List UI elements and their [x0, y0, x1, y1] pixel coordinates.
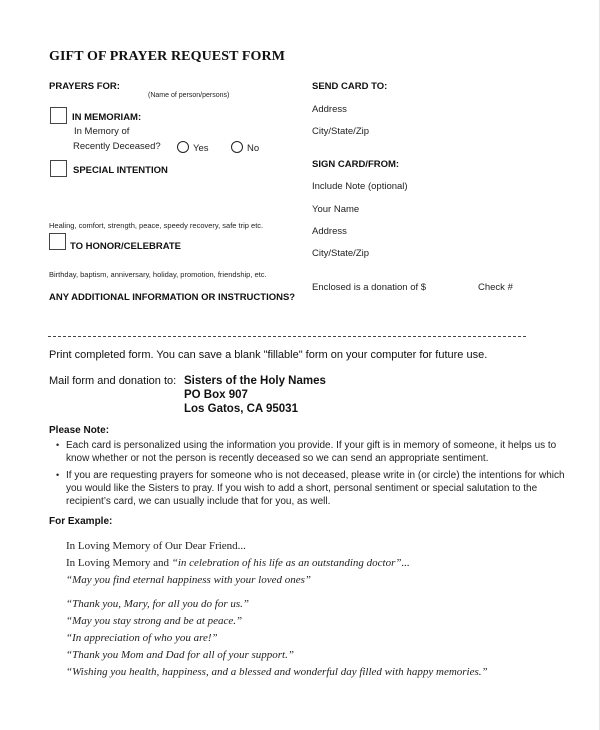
- honor-celebrate-checkbox[interactable]: [49, 233, 66, 250]
- name-hint: (Name of person/persons): [148, 92, 230, 99]
- mail-label: Mail form and donation to:: [49, 375, 177, 387]
- prayers-for-label: PRAYERS FOR:: [49, 81, 120, 92]
- example-line: In Loving Memory of Our Dear Friend...: [66, 540, 246, 552]
- special-intention-label: SPECIAL INTENTION: [73, 165, 168, 176]
- include-note-field[interactable]: Include Note (optional): [312, 181, 408, 192]
- example-quote: “In appreciation of who you are!”: [66, 632, 218, 644]
- mail-address-line: PO Box 907: [184, 389, 248, 401]
- for-example-heading: For Example:: [49, 516, 113, 527]
- example-italic-text: “in celebration of his life as an outstanding doctor”...: [171, 557, 410, 569]
- donation-amount-field[interactable]: Enclosed is a donation of $: [312, 282, 427, 293]
- yes-radio[interactable]: [177, 141, 189, 153]
- mail-address: [184, 374, 326, 416]
- mail-address-line: Los Gatos, CA 95031: [184, 403, 298, 415]
- print-instructions: Print completed form. You can save a blank "fillable" form on your computer for future use.: [49, 349, 488, 361]
- example-quote: “May you stay strong and be at peace.”: [66, 615, 243, 627]
- send-card-to-label: SEND CARD TO:: [312, 81, 388, 92]
- special-intention-checkbox[interactable]: [50, 160, 67, 177]
- recently-deceased-label: Recently Deceased?: [73, 141, 161, 152]
- example-quote: “Thank you Mom and Dad for all of your support.”: [66, 649, 294, 661]
- note-item: • Each card is personalized using the information you provide. If your gift is in memory of someone, it helps us to know whether or not the person is recently deceased so we can send an appropriate sentiment.: [50, 439, 570, 465]
- yes-radio-option[interactable]: [177, 141, 209, 154]
- no-radio[interactable]: [231, 141, 243, 153]
- example-quote: “Wishing you health, happiness, and a blessed and wonderful day filled with happy memories.”: [66, 666, 488, 678]
- in-memory-of-label: In Memory of: [74, 126, 130, 137]
- additional-info-label: ANY ADDITIONAL INFORMATION OR INSTRUCTIONS?: [49, 292, 296, 303]
- from-city-state-zip-field[interactable]: City/State/Zip: [312, 248, 370, 259]
- example-line: [66, 557, 410, 569]
- example-quote: “Thank you, Mary, for all you do for us.”: [66, 598, 250, 610]
- example-line: “May you find eternal happiness with your loved ones”: [66, 574, 312, 586]
- send-city-state-zip-field[interactable]: City/State/Zip: [312, 126, 370, 137]
- sign-card-from-label: SIGN CARD/FROM:: [312, 159, 400, 170]
- send-address-field[interactable]: Address: [312, 104, 347, 115]
- form-title: GIFT OF PRAYER REQUEST FORM: [49, 49, 286, 64]
- no-label: No: [247, 143, 260, 154]
- your-name-field[interactable]: Your Name: [312, 204, 360, 215]
- example-plain-text: In Loving Memory and: [66, 557, 172, 569]
- please-note-heading: Please Note:: [49, 425, 110, 436]
- honor-celebrate-label: TO HONOR/CELEBRATE: [70, 241, 182, 252]
- check-number-field[interactable]: Check #: [478, 282, 513, 293]
- from-address-field[interactable]: Address: [312, 226, 347, 237]
- special-intention-hint: Healing, comfort, strength, peace, speedy recovery, safe trip etc.: [49, 221, 264, 230]
- no-radio-option[interactable]: [231, 141, 259, 154]
- note-item: • If you are requesting prayers for someone who is not deceased, please write in (or circle) the intentions for which you would like the Sisters to pray. If you wish to add a short, personal sentiment or special salutation to the recipient’s card, we can usually include that for you, as well.: [50, 469, 570, 508]
- in-memoriam-checkbox[interactable]: [50, 107, 67, 124]
- honor-celebrate-hint: Birthday, baptism, anniversary, holiday, promotion, friendship, etc.: [49, 270, 267, 279]
- yes-label: Yes: [193, 143, 209, 154]
- mail-address-line: Sisters of the Holy Names: [184, 375, 326, 387]
- cut-line-divider: [48, 336, 526, 337]
- notes-list: [50, 439, 570, 512]
- in-memoriam-label: IN MEMORIAM:: [72, 112, 142, 123]
